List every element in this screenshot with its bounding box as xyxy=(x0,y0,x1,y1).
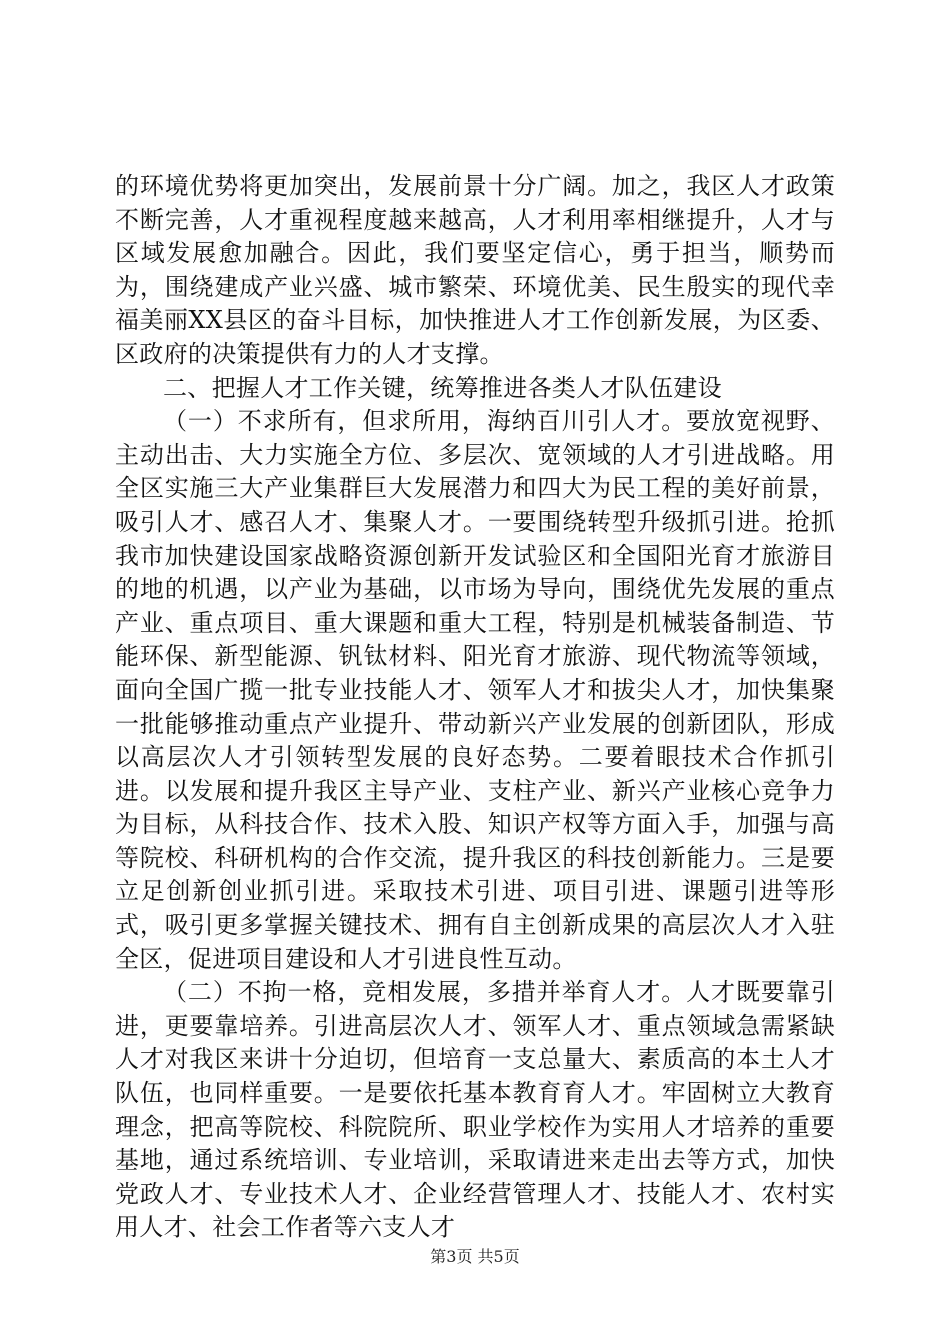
document-body xyxy=(115,170,835,1245)
page-number-footer: 第3页 共5页 xyxy=(430,1247,520,1266)
paragraph-recruit-talent: （一）不求所有，但求所用，海纳百川引人才。要放宽视野、主动出击、大力实施全方位、多层次、宽领域的人才引进战略。用全区实施三大产业集群巨大发展潜力和四大为民工程的美好前景，吸引人才、感召人才、集聚人才。一要围绕转型升级抓引进。抢抓我市加快建设国家战略资源创新开发试验区和全国阳光育才旅游目的地的机遇，以产业为基础，以市场为导向，围绕优先发展的重点产业、重点项目、重大课题和重大工程，特别是机械装备制造、节能环保、新型能源、钒钛材料、阳光育才旅游、现代物流等领域，面向全国广揽一批专业技能人才、领军人才和拔尖人才，加快集聚一批能够推动重点产业提升、带动新兴产业发展的创新团队，形成以高层次人才引领转型发展的良好态势。二要着眼技术合作抓引进。以发展和提升我区主导产业、支柱产业、新兴产业核心竞争力为目标，从科技合作、技术入股、知识产权等方面入手，加强与高等院校、科研机构的合作交流，提升我区的科技创新能力。三是要立足创新创业抓引进。采取技术引进、项目引进、课题引进等形式，吸引更多掌握关键技术、拥有自主创新成果的高层次人才入驻全区，促进项目建设和人才引进良性互动。 xyxy=(115,407,835,973)
section-heading: 二、把握人才工作关键，统筹推进各类人才队伍建设 xyxy=(163,373,722,402)
paragraph-cultivate-talent: （二）不拘一格，竞相发展，多措并举育人才。人才既要靠引进，更要靠培养。引进高层次人才、领军人才、重点领域急需紧缺人才对我区来讲十分迫切，但培育一支总量大、素质高的本土人才队伍，也同样重要。一是要依托基本教育育人才。牢固树立大教育理念，把高等院校、科院院所、职业学校作为实用人才培养的重要基地，通过系统培训、专业培训，采取请进来走出去等方式，加快党政人才、专业技术人才、企业经营管理人才、技能人才、农村实用人才、社会工作者等六支人才 xyxy=(115,978,835,1242)
paragraph-continued: 的环境优势将更加突出，发展前景十分广阔。加之，我区人才政策不断完善，人才重视程度越来越高，人才利用率相继提升，人才与区域发展愈加融合。因此，我们要坚定信心，勇于担当，顺势而为，围绕建成产业兴盛、城市繁荣、环境优美、民生殷实的现代幸福美丽XX县区的奋斗目标，加快推进人才工作创新发展，为区委、区政府的决策提供有力的人才支撑。 xyxy=(115,172,835,368)
